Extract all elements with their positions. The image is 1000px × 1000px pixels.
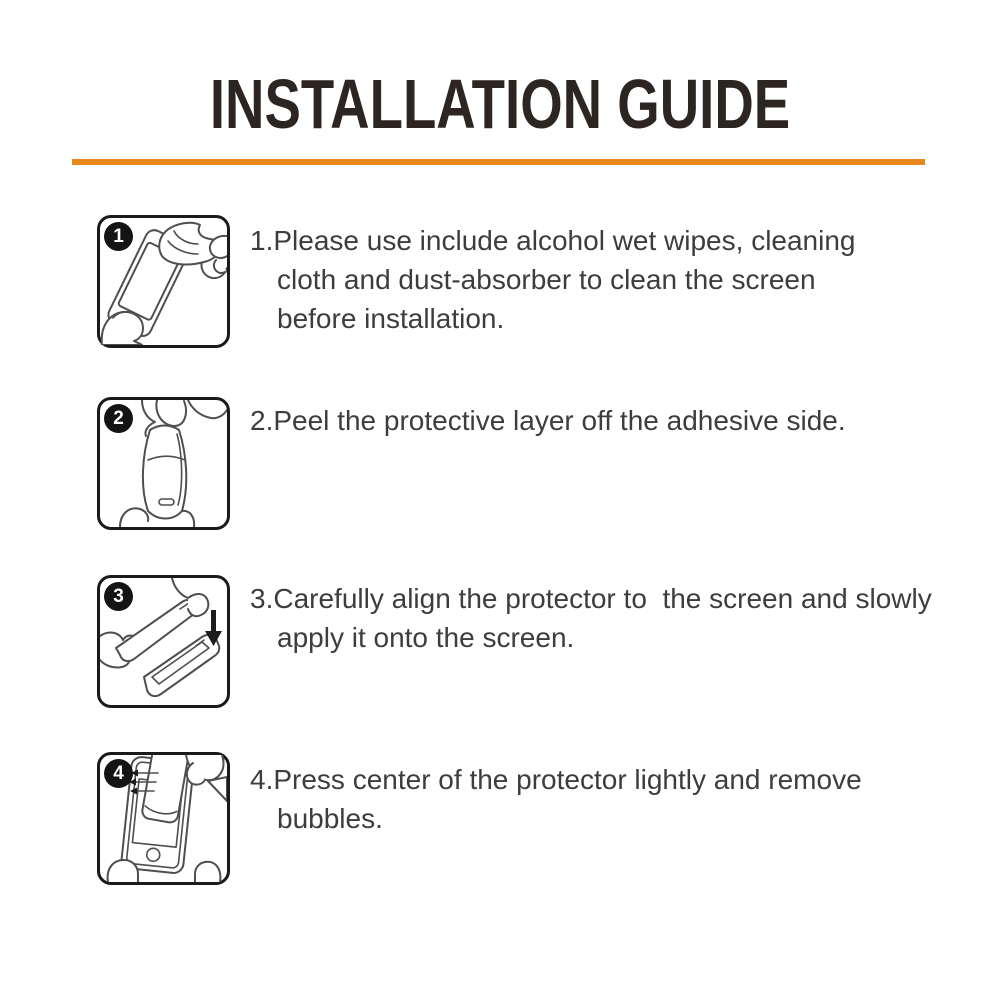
step-4-number: 4.	[250, 764, 274, 795]
step-2-badge: 2	[104, 404, 133, 433]
step-4-line-1: Press center of the protector lightly and remove	[273, 764, 862, 795]
step-1-line-3: before installation.	[277, 303, 505, 334]
step-3-badge: 3	[104, 582, 133, 611]
step-1-line-2: cloth and dust-absorber to clean the screen	[277, 264, 816, 295]
step-1-badge: 1	[104, 222, 133, 251]
step-3-line-1: Carefully align the protector to the screen and slowly	[273, 583, 932, 614]
step-2-illustration-box	[97, 397, 230, 530]
step-4-line-2: bubbles.	[277, 803, 383, 834]
step-1-text	[250, 221, 856, 338]
step-3-illustration-box	[97, 575, 230, 708]
step-1-number: 1.	[250, 225, 274, 256]
step-2-line-1: Peel the protective layer off the adhesive side.	[273, 405, 846, 436]
step-3-text	[250, 579, 932, 657]
page-title: INSTALLATION GUIDE	[209, 65, 791, 143]
step-4-badge: 4	[104, 759, 133, 788]
step-4-illustration-box	[97, 752, 230, 885]
step-1-illustration-box	[97, 215, 230, 348]
step-3-number: 3.	[250, 583, 274, 614]
step-2-text	[250, 401, 846, 440]
title-divider	[72, 159, 925, 165]
step-2-number: 2.	[250, 405, 274, 436]
header	[0, 66, 1000, 142]
step-1-line-1: Please use include alcohol wet wipes, cleaning	[273, 225, 856, 256]
step-4-text	[250, 760, 862, 838]
step-3-line-2: apply it onto the screen.	[277, 622, 575, 653]
